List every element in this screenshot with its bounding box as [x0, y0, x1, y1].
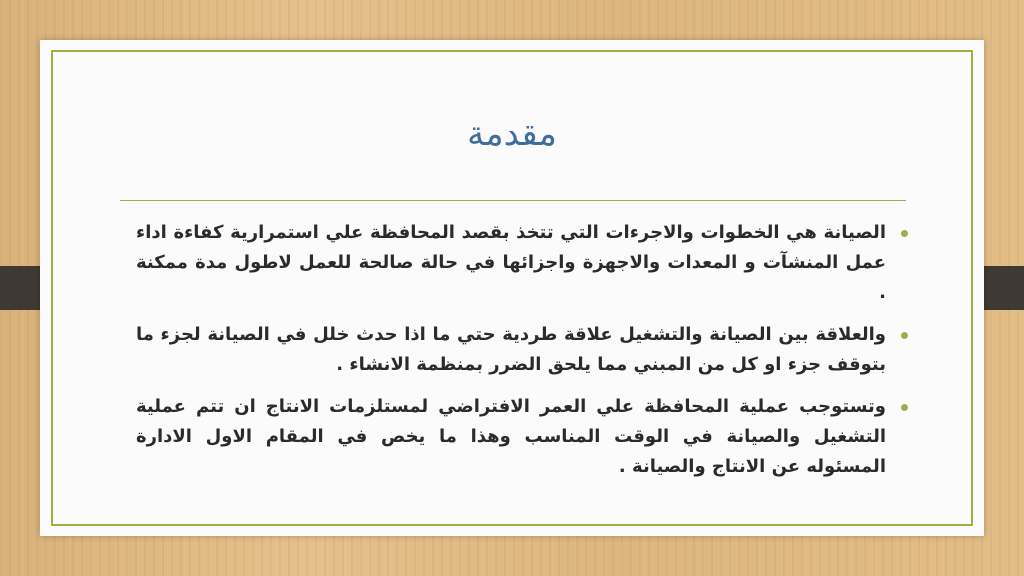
bullet-item [136, 392, 908, 482]
bullet-list [136, 218, 908, 494]
bullet-dot-icon [901, 332, 908, 339]
bullet-text: وتستوجب عملية المحافظة علي العمر الافتراضي لمستلزمات الانتاج ان تتم عملية التشغيل والصيانة في الوقت المناسب وهذا ما يخص في المقام الاول الادارة المسئوله عن الانتاج والصيانة . [136, 396, 886, 477]
title-divider [120, 200, 906, 201]
bullet-item [136, 218, 908, 308]
bullet-text: الصيانة هي الخطوات والاجرءات التي تتخذ بقصد المحافظة علي استمرارية كفاءة اداء عمل المنشآت و المعدات والاجهزة واجزائها في حالة صالحة للعمل لاطول مدة ممكنة . [136, 222, 886, 303]
bullet-dot-icon [901, 404, 908, 411]
bullet-dot-icon [901, 230, 908, 237]
bullet-item [136, 320, 908, 380]
slide-title: مقدمة [467, 114, 557, 154]
slide [40, 40, 984, 536]
bullet-text: والعلاقة بين الصيانة والتشغيل علاقة طردية حتي ما اذا حدث خلل في الصيانة لجزء ما بتوقف جزء او كل من المبني مما يلحق الضرر بمنظمة الانشاء . [136, 324, 886, 375]
